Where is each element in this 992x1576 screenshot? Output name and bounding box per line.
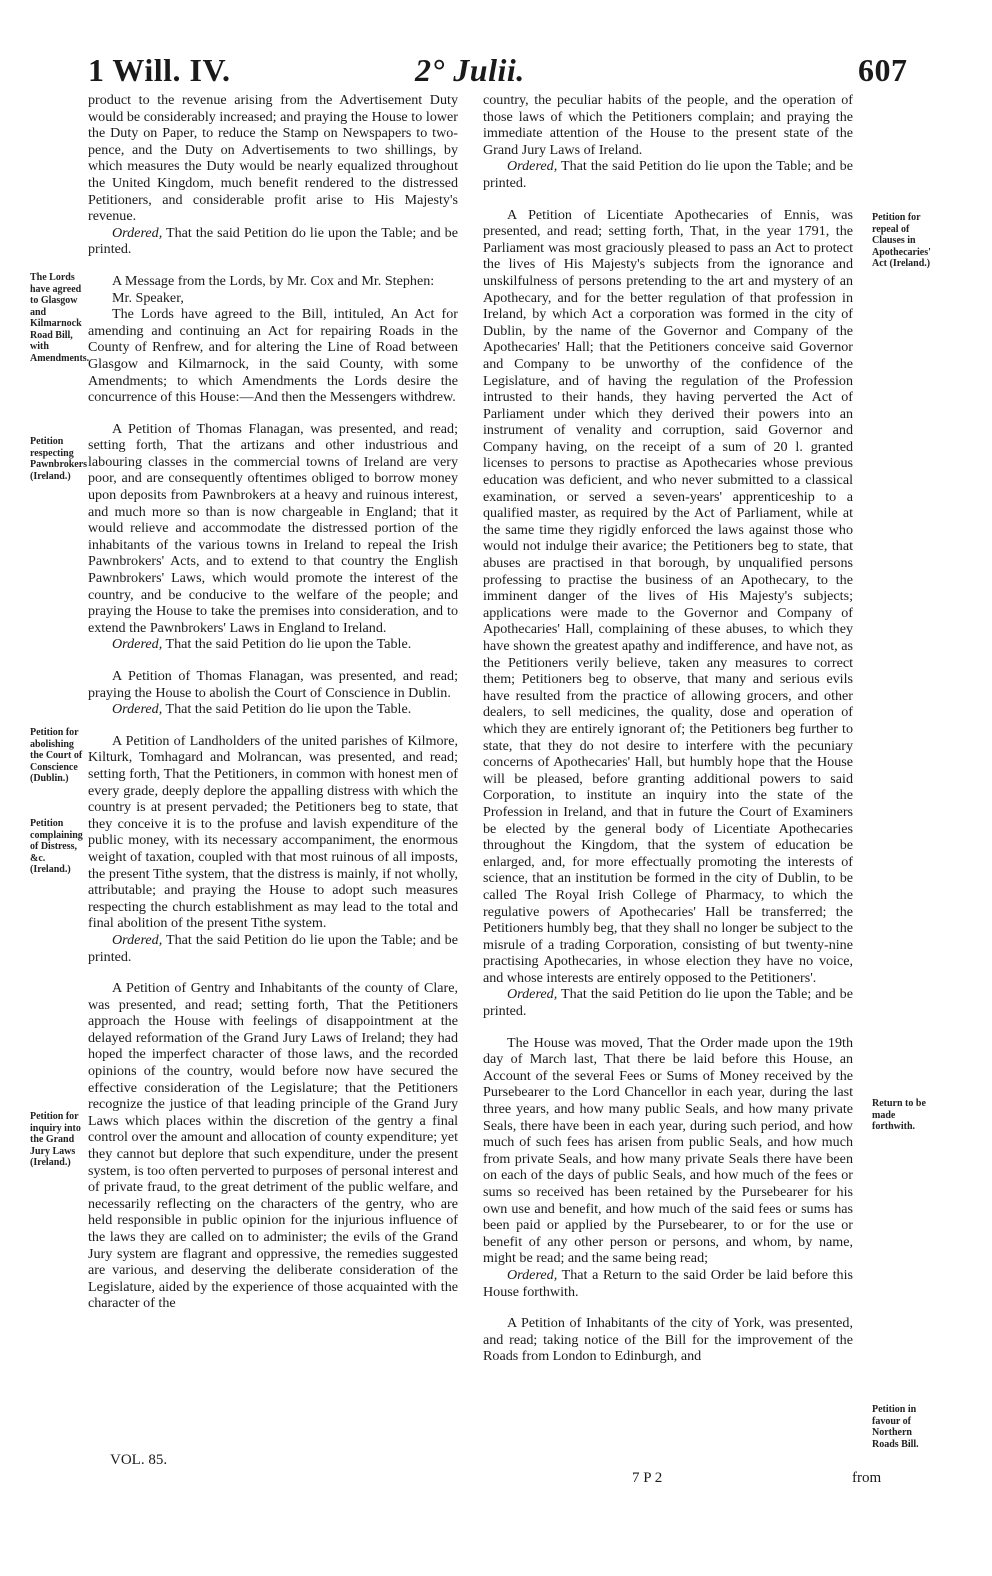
- catchword: from: [852, 1470, 882, 1486]
- sidenote-pawnbrokers: Petition respecting Pawnbrokers (Ireland.): [30, 436, 88, 482]
- order-lead: Ordered,: [112, 931, 163, 948]
- order-paragraph: [88, 636, 458, 653]
- paragraph: A Petition of Gentry and Inhabitants of the county of Clare, was presented, and read; setting forth, That the Petitioners approach the House with feelings of disappointment at the delayed reformation of the Grand Jury Laws of Ireland; they had hoped the imperfect character of those laws, and the recorded opinions of the country, would before now have secured the effective consideration of the Legislature; that the Petitioners recognize the justice of that leading principle of the Grand Jury Laws which places within the discretion of the gentry a final control over the amount and allocation of county expenditure; yet they cannot but deplore that such expenditure, under the present system, is too often perverted to purposes of personal interest and of private fraud, to the great detriment of the public welfare, and necessarily reflecting on the characters of the gentry, who are held responsible in public opinion for the injurious influence of the laws they are called on to administer; the evils of the Grand Jury system are flagrant and oppressive, the remedies suggested are various, and deserving the deliberate consideration of the Legislature, aided by the experience of those acquainted with the character of the: [88, 980, 458, 1312]
- sidenote-lords-amendments: The Lords have agreed to Glasgow and Kilmarnock Road Bill, with Amendments.: [30, 272, 90, 364]
- order-paragraph: [88, 932, 458, 965]
- right-text-column: [483, 92, 853, 1365]
- paragraph: A Petition of Thomas Flanagan, was presented, and read; setting forth, That the artizans and other industrious and labouring classes in the commercial towns of Ireland are very poor, and are consequently oftentimes obliged to borrow money upon deposits from Pawnbrokers at a heavy and ruinous interest, and much more so than is now chargeable in England; that it would relieve and accommodate the distressed portion of the inhabitants of the various towns in Ireland to repeal the Irish Pawnbrokers' Acts, and to extend to that country the English Pawnbrokers' Laws, which would promote the interest of the country, and be conducive to the welfare of the people; and praying the House to take the premises into consideration, and to extend the Pawnbrokers' Laws in England to Ireland.: [88, 420, 458, 636]
- order-lead: Ordered,: [507, 158, 558, 175]
- order-lead: Ordered,: [112, 636, 163, 653]
- sidenote-grand-jury: Petition for inquiry into the Grand Jury Laws (Ireland.): [30, 1111, 81, 1168]
- paragraph-gap: [88, 718, 458, 733]
- paragraph-gap: [483, 192, 853, 207]
- paragraph-gap: [88, 258, 458, 273]
- running-head-regnal-year: 1 Will. IV.: [88, 52, 231, 88]
- order-paragraph: [88, 225, 458, 258]
- continued-paragraph: product to the revenue arising from the Advertisement Duty would be considerably increased; and praying the House to lower the Duty on Paper, to reduce the Stamp on Newspapers to two-pence, and the Duty on Advertisements to two shillings, by which measures the Duty would be nearly equalized throughout the United Kingdom, much benefit rendered to the distressed Petitioners, and considerable profit arise to His Majesty's revenue.: [88, 92, 458, 225]
- paragraph: A Petition of Licentiate Apothecaries of Ennis, was presented, and read; setting forth, That, in the year 1791, the Parliament was most graciously pleased to pass an Act to protect the lives of His Majesty's subjects from the ignorance and unskilfulness of persons pretending to the art and mystery of an Apothecary, and for the better regulation of that profession in Ireland, by which Act a corporation was formed in the city of Dublin, by the name of the Governor and Company of the Apothecaries' Hall; that the Petitioners conceive said Governor and Company to be unworthy of the confidence of the Legislature, and of having the regulation of the Profession intrusted to their hands, they having perverted the Act of Parliament under which they derived their powers into an instrument of venality and corruption, said Governor and Company having, on the receipt of a sum of 20 l. granted licenses to persons to practise as Apothecaries whose previous education was deficient, and who never submitted to a classical examination, or served a seven-years' apprenticeship to a qualified master, as required by the Act of Parliament, while at the same time they rigidly enforced the laws against those who would not indulge their avarice; the Petitioners beg to state, that abuses are practised in that borough, by unqualified persons professing to practise the business of an Apothecary, to the imminent danger of the lives of His Majesty's subjects; applications were made to the Governor and Company of Apothecaries' Hall, complaining of these abuses, to which they have shown the greatest apathy and indifference, and have not, as the Petitioners verily believe, taken any measures to correct them; Petitioners beg to observe, that many and serious evils have resulted from the practice of allowing grocers, and other dealers, to sell medicines, the quality, dose and operation of which they are entirely ignorant of; the Petitioners beg further to state, that they do not desire to interfere with the pecuniary concerns of Apothecaries' Hall, but humbly hope that the House will be pleased, before granting additional powers to said Corporation, to institute an inquiry into the state of the Profession in Ireland, and that in future the Court of Examiners be elected by the general body of Licentiate Apothecaries throughout the Kingdom, that the system of education be enlarged, and, for more effectually promoting the interests of science, that an institution be formed in the city of Dublin, to be called The Royal Irish College of Pharmacy, to which the regulative powers of Apothecaries' Hall be transferred; the Petitioners humbly beg, that they shall no longer be subject to the misrule of a trading Corporation, consisting of but twenty-nine practising Apothecaries, in whose election they have no voice, and whose interests are entirely opposed to the Petitioners'.: [483, 206, 853, 986]
- paragraph-gap: [88, 653, 458, 668]
- left-text-column: [88, 92, 458, 1312]
- order-text: That a Return to the said Order be laid before this House forthwith.: [483, 1266, 853, 1300]
- paragraph: A Message from the Lords, by Mr. Cox and Mr. Stephen:: [112, 272, 435, 289]
- order-text: That the said Petition do lie upon the Table; and be printed.: [483, 986, 853, 1020]
- order-text: That the said Petition do lie upon the Table.: [162, 701, 412, 718]
- continued-paragraph: country, the peculiar habits of the people, and the operation of those laws of which the Petitioners complain; and praying the immediate attention of the House to the present state of the Grand Jury Laws of Ireland.: [483, 92, 853, 158]
- order-lead: Ordered,: [507, 986, 558, 1003]
- sidenote-distress: Petition complaining of Distress, &c. (Ireland.): [30, 818, 83, 875]
- sidenote-northern-roads: Petition in favour of Northern Roads Bill.: [872, 1404, 919, 1450]
- order-lead: Ordered,: [507, 1266, 558, 1283]
- paragraph-gap: [483, 1020, 853, 1035]
- running-head-date: 2° Julii.: [415, 52, 525, 88]
- paragraph: A Petition of Thomas Flanagan, was presented, and read; praying the House to abolish the Court of Conscience in Dublin.: [88, 668, 458, 701]
- page-number: 607: [858, 52, 908, 88]
- paragraph: A Petition of Landholders of the united parishes of Kilmore, Kilturk, Tomhagard and Molrancan, was presented, and read; setting forth, That the Petitioners, in common with honest men of every grade, deeply deplore the appalling distress with which the country is at present pervaded; the Petitioners beg to state, that they conceive it is to the profuse and lavish expenditure of the public money, with its necessary accompaniment, the enormous weight of taxation, coupled with that most ruinous of all imposts, the present Tithe system, that the distress is mainly, if not wholly, attributable; and praying the House to adopt such measures respecting the church establishment as may lead to the total and final abolition of the present Tithe system.: [88, 732, 458, 932]
- order-lead: Ordered,: [112, 701, 163, 718]
- order-text: That the said Petition do lie upon the Table; and be printed.: [88, 224, 458, 258]
- order-paragraph: [483, 986, 853, 1019]
- paragraph: The Lords have agreed to the Bill, intituled, An Act for amending and continuing an Act for repairing Roads in the County of Renfrew, and for altering the Line of Road between Glasgow and Kilmarnock, in the said County, with some Amendments; to which Amendments the Lords desire the concurrence of this House:—And then the Messengers withdrew.: [88, 306, 458, 406]
- order-lead: Ordered,: [112, 224, 163, 241]
- paragraph: Mr. Speaker,: [112, 289, 184, 306]
- order-text: That the said Petition do lie upon the Table.: [162, 636, 412, 653]
- order-text: That the said Petition do lie upon the Table; and be printed.: [88, 931, 458, 965]
- paragraph: The House was moved, That the Order made upon the 19th day of March last, That there be laid before this House, an Account of the several Fees or Sums of Money received by the Pursebearer to the Lord Chancellor in each year, during the last three years, and how many public Seals, and how many private Seals, there have been in each year, during such period, and how much of such fees has arisen from public Seals, and how much from private Seals, and how many private Seals there have been on each of the days of public Seals, and how much of the fees or sums so received has been retained by the Pursebearer for his own use and benefit, and how much of the said fees or sums has been paid or applied by the Pursebearer, to or for the use or benefit of any other person or persons, and whom, by name, might be read; and the same being read;: [483, 1034, 853, 1267]
- sidenote-court-of-conscience: Petition for abolishing the Court of Conscience (Dublin.): [30, 727, 83, 784]
- paragraph-gap: [88, 965, 458, 980]
- order-paragraph: [88, 701, 458, 718]
- order-text: That the said Petition do lie upon the Table; and be printed.: [483, 158, 853, 191]
- signature-mark: 7 P 2: [632, 1470, 663, 1486]
- paragraph: A Petition of Inhabitants of the city of York, was presented, and read; taking notice of the Bill for the improvement of the Roads from London to Edinburgh, and: [483, 1315, 853, 1365]
- order-paragraph: [483, 158, 853, 191]
- sidenote-apothecaries: Petition for repeal of Clauses in Apothecaries' Act (Ireland.): [872, 212, 931, 269]
- sidenote-return: Return to be made forthwith.: [872, 1098, 926, 1132]
- paragraph-gap: [88, 406, 458, 421]
- paragraph-gap: [483, 1300, 853, 1315]
- order-paragraph: [483, 1267, 853, 1300]
- volume-mark: VOL. 85.: [110, 1452, 168, 1468]
